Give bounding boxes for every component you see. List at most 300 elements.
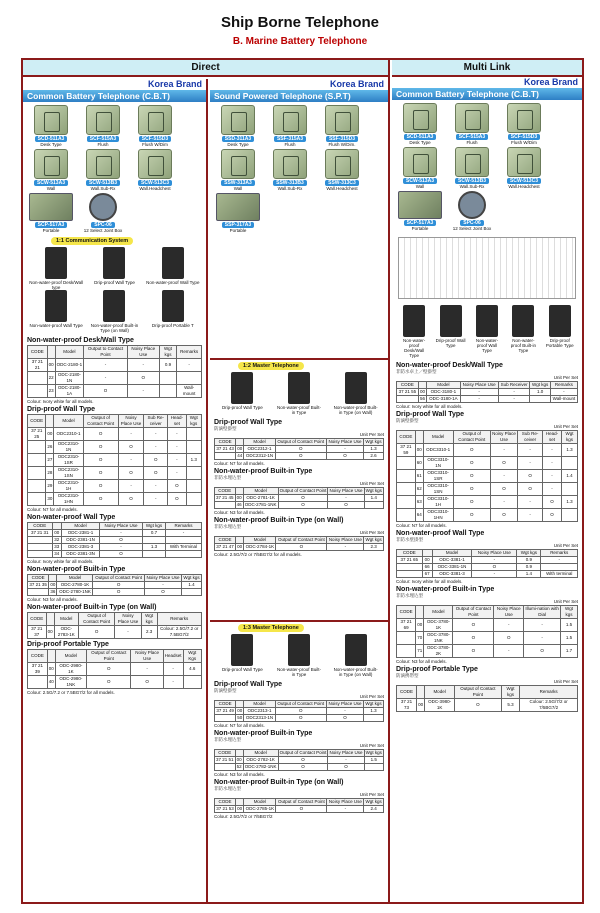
table-cell: ODC2313-1N [245,715,274,720]
product-photo [455,103,489,133]
table-cell: ODC-2782-1NK [244,764,277,769]
spec-table [214,438,384,460]
table-cell: ODC-2381-3 [62,544,100,551]
table-cell: 37 21 49 [216,708,234,713]
table-cell: 70 [416,632,424,645]
table-cell: ODC-3381-3 [432,571,472,578]
table-cell: ODC-2781-1NK [244,502,277,507]
column-header: Model [54,613,78,626]
table-subheading: 防滴壁掛型 [214,426,237,431]
table-cell [165,551,201,558]
table-header-row [28,523,202,530]
table-header-row [215,488,384,495]
product-code: SCD-511A3 [35,136,68,142]
table-cell: O [87,676,131,689]
table-cell: ODC-3780-2K [424,645,453,658]
table-cell: - [460,396,498,403]
product-label: 12 Select Joint Box [83,228,123,233]
table-cell: - [543,483,562,496]
table-cell: O [118,467,144,480]
table-cell: ODC-3381-1 [432,557,472,564]
device-image [29,290,83,333]
table-cell: 26 [46,441,54,454]
table-cell [541,564,578,571]
product-label: Portable [229,228,247,233]
table-cell: 5.3 [501,699,519,712]
table-cell [28,467,46,480]
table-cell: 40 [47,676,55,689]
table-cell [530,396,550,403]
column-header: Wgt kgs [561,431,577,444]
device-photo [103,247,125,279]
table-cell: O [453,509,490,522]
table-cell [159,385,177,398]
table-cell: 00 [415,444,423,457]
spec-table [27,574,202,596]
multi-table-2 [392,411,582,528]
table-cell [186,480,201,493]
table-cell: 33 [52,544,62,551]
table-row [28,582,202,589]
product-tile [131,149,179,191]
product-label: Wall.Sub-Rx [277,186,303,191]
table-row [28,530,202,537]
table-heading: Non-water-proof Built-in Type [214,730,313,737]
spec-table [396,685,578,712]
product-code: SSF-315D3 [326,136,358,142]
column-header: Output of Contact Point [453,606,494,619]
column-header: Model [55,650,86,663]
table-cell: ODC2310-1SN [54,467,83,480]
product-photo [325,105,359,135]
column-header: CODE [397,686,417,699]
table-cell: 00 [50,582,56,587]
table-cell: - [490,470,517,483]
device-caption: Drip-proof Portable T [151,323,194,328]
table-row [215,495,384,502]
table-cell: O [543,509,562,522]
table-cell: 23 [47,385,55,398]
table-cell: ODC3310-1N [423,457,453,470]
device-photo [45,290,67,322]
table-cell: O [79,626,115,639]
table-heading: Non-water-proof Wall Type [27,514,116,521]
device-caption: Non-water-proof Desk/Wall type [29,280,84,290]
device-photo [476,305,498,337]
product-photo [403,147,437,177]
device-caption: Drip-proof Wall Type [94,280,135,285]
column-header: Noisy Place Use [328,799,362,804]
table-cell [28,454,46,467]
table-cell [142,537,165,544]
product-tile [500,147,548,189]
table-cell: 00 [236,757,242,762]
product-photo [507,103,541,133]
table-row [397,389,578,396]
column-header [49,575,57,582]
table-row [215,446,384,453]
table-cell: ODC-3180-1 [427,389,460,396]
device-caption: Non-water-proof Wall Type [29,323,83,328]
device-photo [345,372,367,404]
product-photo [29,193,73,221]
table-cell: 00 [47,359,55,372]
table-cell: O [453,645,494,658]
table-cell: 36 [50,589,56,594]
table-cell: O [168,480,186,493]
spt-band: Sound Powered Telephone (S.P.T) [210,90,388,102]
table-cell: - [168,428,186,441]
table-cell: 1.3 [561,444,577,457]
product-tile [266,149,314,191]
table-row [397,483,578,496]
device-photo [549,305,571,337]
table-cell: O [453,444,490,457]
table-cell: O [99,551,142,558]
column-header: Model [54,415,83,428]
column-header: Remarks [165,523,201,530]
table-cell: 00 [422,557,432,564]
table-cell: ODC-2381-1N [62,537,100,544]
table-cell: ODC-2381-1 [62,530,100,537]
table-row [397,619,578,632]
table-heading: Non-water-proof Wall Type [396,530,485,537]
table-cell: O [144,589,181,596]
table-cell: O [326,715,363,722]
table-cell [165,537,201,544]
column-header: Model [244,439,275,446]
column-header: CODE [215,537,236,544]
table-cell: 37 21 39 [28,663,48,676]
spec-table [396,430,578,522]
table-cell: - [326,446,363,453]
unit-label: Unit Per Set [359,432,384,437]
column-header [417,686,425,699]
product-tile [214,105,262,147]
table-cell: - [165,530,201,537]
product-code: SSW-313C3 [325,180,359,186]
table-header-row [28,415,202,428]
table-cell: ODC-2784-1K [245,544,275,549]
table-row [397,564,578,571]
column-header: CODE [397,431,416,444]
column-header: Model [244,799,276,806]
table-subheading: 非防水埋込型 [214,475,241,480]
table-subheading: 非防水埋込型 [214,524,241,529]
unit-label: Unit Per Set [359,530,384,535]
table-cell: 1.4 [182,582,202,589]
table-row [28,493,202,506]
column-header: Noisy Place Use [127,346,159,359]
table-cell [397,571,423,578]
column-header: Noisy Place Use [328,537,362,542]
table-cell: 1.7 [561,645,578,658]
table-subheading: 防滴壁掛型 [396,418,419,423]
table-heading: Non-water-proof Desk/Wall Type [396,362,503,369]
table-cell: - [472,571,517,578]
table-heading: Drip-proof Wall Type [214,419,283,426]
table-cell: 32 [52,537,62,544]
table-note: Colour: Ivory white for all models. [396,404,463,409]
table-cell [28,441,46,454]
table-row [397,557,578,564]
column-header: Model [243,750,278,757]
product-tile [318,105,366,147]
product-photo [89,193,117,221]
table-cell: - [328,757,364,764]
table-header-row [215,537,384,544]
table-cell [186,441,201,454]
device-caption: Non-water-proof Built-in Type (on Wall) [333,405,378,415]
device-caption: Non-water-proof Built-in Type [510,338,536,353]
m13-table-2 [210,730,388,777]
table-cell: O [453,470,490,483]
table-cell: O [275,715,326,722]
table-cell: Wall-mount [177,385,202,398]
table-subheading: 非防水壁掛型 [396,537,423,542]
column-header: Illumi-nation with Dial [525,606,559,617]
column-header: Model [62,523,100,530]
table-note: Colour: 2.5G/7.2 or 7.5BG7/2 for all models. [27,690,115,695]
table-drip-wall [23,406,206,512]
table-cell: O [83,454,118,467]
column-header: Model [425,686,455,699]
product-code: SCP-517A3 [35,222,68,228]
table-note: Colour: N3 for all models. [214,510,265,515]
table-cell: 37 21 55 [397,389,419,396]
table-row [28,467,202,480]
product-photo [273,105,307,135]
multi-images [392,303,582,360]
table-cell: 37 21 31 [28,530,53,537]
column-header: Sub Re-ceiver [144,415,168,428]
table-cell: - [144,582,181,589]
table-cell: - [326,708,363,715]
table-cell: O [278,757,328,764]
column-header: CODE [28,415,46,428]
unit-label: Unit Per Set [553,543,578,548]
column-header [415,431,423,444]
table-cell: ODC-2180-1A [55,385,84,398]
table-cell: O [118,441,144,454]
product-label: Wall.Sub-Rx [459,184,485,189]
column-header [47,346,55,359]
spec-table [27,522,202,558]
table-cell: O [453,496,490,509]
table-cell: 61 [415,470,423,483]
table-cell: 1.3 [561,496,577,509]
spec-table [27,612,202,639]
table-cell: - [168,454,186,467]
column-header [46,415,54,428]
table-cell: With Terminal [165,544,201,551]
table-cell: O [490,483,517,496]
table-cell: ODC-2180-1 [55,359,84,372]
table-subheading: 非防水卓上／壁掛型 [396,369,437,374]
table-cell: O [453,632,494,645]
table-desk-wall [23,337,206,404]
column-header: Wgt Kgs [183,650,202,663]
table-cell: 37 21 35 [29,582,47,587]
column-header: Model [57,575,93,582]
product-tile [27,193,75,233]
table-cell: ODC-3381-1N [432,564,472,571]
table-note: Colour: Ivory white for all models. [27,559,94,564]
table-cell: O [84,385,128,398]
column-header: Model [243,488,278,495]
device-image [29,247,83,290]
product-tile [79,193,127,233]
table-row [28,676,202,689]
table-cell: 52 [236,764,242,769]
table-cell: - [127,359,159,372]
table-cell: Wall-mount [550,396,577,403]
table-cell: 1.4 [561,470,577,483]
product-photo [403,103,437,133]
table-cell: O [276,544,327,551]
table-cell: O [518,470,543,483]
table-cell: O [453,483,490,496]
column-header: Wgt kgs [159,346,177,359]
table-cell: O [131,676,163,689]
table-cell: ODC-2381-3N [62,551,100,558]
table-row [397,699,578,712]
product-label: Wall.Headchest [508,184,540,189]
page-title: Ship Borne Telephone [220,14,380,31]
column-header: Output of Contact Point [279,750,327,755]
table-cell: - [498,396,530,403]
table-cell [561,509,577,522]
table-cell: O [518,483,543,496]
table-cell: - [144,428,168,441]
table-cell: - [460,389,498,396]
table-cell: 62 [415,483,423,496]
table-cell: 00 [52,530,62,537]
column-header [47,650,55,663]
product-code: SSF-315A3 [274,136,306,142]
table-cell [397,396,419,403]
product-label: Flush [466,140,478,145]
brand-label-multi: Korea Brand [523,77,578,87]
table-cell: 2.3 [364,544,384,551]
table-row [28,428,202,441]
column-header: Wgt kgs [365,799,382,804]
table-cell [142,551,165,558]
table-header-row [28,613,202,626]
column-header: Noisy Place Use [115,613,142,626]
column-header [236,439,244,446]
device-caption: Non-water-proof Built-in Type [276,405,321,415]
table-heading: Drip-proof Portable Type [396,666,478,673]
table-cell: 67 [422,571,432,578]
device-caption: Non-water-proof Desk/Wall Type [403,338,426,358]
table-note: Colour: 2.5G/7/2 or 7/5BG7/2 for all models. [214,552,302,557]
m13-table-1 [210,681,388,728]
table-cell: - [328,495,364,502]
table-header-row [215,750,384,757]
table-cell: 37 21 53 [216,806,234,811]
column-header: CODE [28,613,47,626]
device-photo [288,372,310,404]
spec-table [214,700,384,722]
column-header: Wgt kgs [365,488,382,493]
table-cell: O [276,806,327,813]
unit-label: Unit Per Set [359,481,384,486]
multi-table-4 [392,586,582,664]
table-cell [159,372,177,385]
product-photo [221,149,255,179]
multi-header: Multi Link [392,60,582,77]
column-header: CODE [28,575,49,582]
table-heading: Non-water-proof Built-in Type [214,468,313,475]
device-image [508,305,538,358]
column-header: Remarks [177,346,202,359]
column-header: Noisy Place Use [494,606,524,619]
table-subheading: 非防水埋込型 [214,737,241,742]
table-cell: 37 21 25 [28,428,46,441]
table-cell [186,493,201,506]
unit-label: Unit Per Set [553,375,578,380]
table-cell [183,676,202,689]
table-cell [215,715,236,722]
table-cell: 0.9 [517,557,541,564]
product-label: Wall.Sub-Rx [90,186,116,191]
table-header-row [397,606,578,619]
column-header: Wgt kgs [530,382,550,389]
table-cell: 00 [46,428,54,441]
m13-images [210,632,388,679]
m13-pill: 1:3 Master Telephone [238,624,304,632]
table-cell: O [453,457,490,470]
table-heading: Non-water-proof Built-in Type (on Wall) [214,517,344,524]
unit-label: Unit Per Set [553,424,578,429]
device-image [87,290,141,333]
device-photo [162,290,184,322]
column-header [236,701,244,708]
table-cell [28,493,46,506]
table-cell: ODC-2782-1K [243,757,278,764]
table-heading: Non-water-proof Built-in Type (on Wall) [27,604,157,611]
table-cell: - [127,385,159,398]
spec-table [214,749,384,771]
product-photo [138,105,172,135]
column-header: Output of Contact Point [79,613,115,626]
column-header: Head-set [543,431,562,444]
table-cell: - [518,457,543,470]
product-photo [216,193,260,221]
table-header-row [397,431,578,444]
table-cell: 0.9 [517,564,541,571]
table-cell [397,509,416,522]
product-tile [131,105,179,147]
product-tile [396,147,444,189]
table-cell: O [83,480,118,493]
m13-section [210,620,388,902]
table-heading: Non-water-proof Built-in Type [396,586,495,593]
table-cell: ODC2310-1SR [54,454,83,467]
column-header: Wgt kgs [142,523,165,530]
product-photo [138,149,172,179]
product-tile [396,103,444,145]
product-code: SCW-513C3 [138,180,172,186]
product-photo [458,191,486,219]
spec-table [214,798,384,813]
product-code: SSW-313B3 [273,180,307,186]
device-caption: Non-water-proof Wall Type [146,280,200,285]
column-header [46,613,54,626]
table-cell: - [518,509,543,522]
table-cell: O [326,453,363,460]
